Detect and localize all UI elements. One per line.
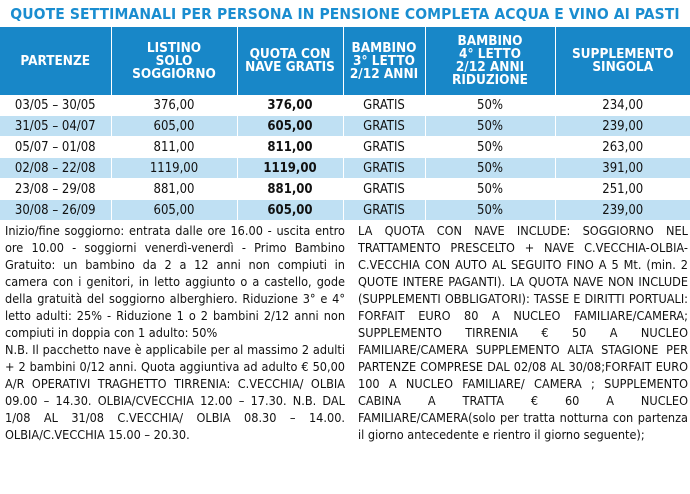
table-header-row [0,27,690,95]
cell-listino: 881,00 [111,179,237,200]
cell-partenze: 23/08 – 29/08 [0,179,111,200]
cell-bambino-3: GRATIS [343,179,425,200]
cell-partenze: 30/08 – 26/09 [0,200,111,221]
cell-singola: 239,00 [555,116,690,137]
cell-listino: 605,00 [111,200,237,221]
cell-quota-nave: 881,00 [237,179,343,200]
header-bambino-4-letto: BAMBINO 4° LETTO 2/12 ANNI RIDUZIONE [425,27,555,95]
price-table [0,27,690,221]
notes-quota-nave-include: LA QUOTA CON NAVE INCLUDE: SOGGIORNO NEL TRATTAMENTO PRESCELTO + NAVE C.VECCHIA-OLBIA- C.VECCHIA CON AUTO AL SEGUITO FINO A 5 Mt. (min. 2 QUOTE INTERE PAGANTI). LA QUOTA NAVE NON INCLUDE (SUPPLEMENTI OBBLIGATORI): TASSE E DIRITTI PORTUALI: FORFAIT EURO 80 A NUCLEO FAMILIARE/CAMERA; SUPPLEMENTO TIRRENIA € 50 A NUCLEO FAMILIARE/CAMERA SUPPLEMENTO ALTA STAGIONE PER PARTENZE COMPRESE DAL 02/08 AL 30/08;FORFAIT EURO 100 A NUCLEO FAMILIARE/ CAMERA ; SUPPLEMENTO CABINA A TRATTA € 60 A NUCLEO FAMILIARE/CAMERA(solo per tratta notturna con partenza il giorno antecedente e rientro il giorno seguente); [358,223,688,442]
cell-singola: 239,00 [555,200,690,221]
notes-pacchetto-nave: N.B. Il pacchetto nave è applicabile per al massimo 2 adulti + 2 bambini 0/12 anni. Quota aggiuntiva ad adulto € 50,00 A/R OPERATIVI TRAGHETTO TIRRENIA: C.VECCHIA/ OLBIA 09.00 – 14.30. OLBIA/CVECCHIA 12.00 – 17.30. N.B. DAL 1/08 AL 31/08 C.VECCHIA/ OLBIA 08.30 – 14.00. OLBIA/C.VECCHIA 15.00 – 20.30. [5,342,345,442]
cell-partenze: 31/05 – 04/07 [0,116,111,137]
notes-soggiorno: Inizio/fine soggiorno: entrata dalle ore 16.00 - uscita entro ore 10.00 - soggiorni venerdì-venerdì - Primo Bambino Gratuito: un bambino da 2 a 12 anni non compiuti in camera con i genitori, in letto aggiunto o a castello, gode della gratuità del soggiorno alberghiero. Riduzione 3° e 4° letto adulti: 25% - Riduzione 1 o 2 bambini 2/12 anni non compiuti in doppia con 1 adulto: 50% [5,223,345,340]
cell-bambino-4: 50% [425,200,555,221]
header-quota-nave: QUOTA CON NAVE GRATIS [237,27,343,95]
cell-listino: 1119,00 [111,158,237,179]
table-row [0,200,690,221]
notes-left-column [5,222,345,443]
cell-partenze: 02/08 – 22/08 [0,158,111,179]
cell-singola: 263,00 [555,137,690,158]
cell-bambino-3: GRATIS [343,137,425,158]
notes-right-column [358,222,688,443]
cell-bambino-4: 50% [425,95,555,116]
header-bambino-3-letto: BAMBINO 3° LETTO 2/12 ANNI [343,27,425,95]
page-title: QUOTE SETTIMANALI PER PERSONA IN PENSIONE COMPLETA ACQUA E VINO AI PASTI [10,4,680,23]
cell-quota-nave: 605,00 [237,116,343,137]
cell-listino: 376,00 [111,95,237,116]
cell-listino: 811,00 [111,137,237,158]
cell-singola: 234,00 [555,95,690,116]
cell-quota-nave: 605,00 [237,200,343,221]
cell-listino: 605,00 [111,116,237,137]
header-partenze: PARTENZE [0,27,111,95]
cell-bambino-4: 50% [425,158,555,179]
table-row [0,179,690,200]
cell-bambino-4: 50% [425,137,555,158]
cell-singola: 251,00 [555,179,690,200]
cell-singola: 391,00 [555,158,690,179]
table-row [0,116,690,137]
cell-partenze: 05/07 – 01/08 [0,137,111,158]
cell-partenze: 03/05 – 30/05 [0,95,111,116]
cell-bambino-3: GRATIS [343,95,425,116]
cell-bambino-3: GRATIS [343,200,425,221]
cell-bambino-4: 50% [425,116,555,137]
cell-quota-nave: 376,00 [237,95,343,116]
cell-quota-nave: 811,00 [237,137,343,158]
table-row [0,158,690,179]
header-listino: LISTINO SOLO SOGGIORNO [111,27,237,95]
cell-quota-nave: 1119,00 [237,158,343,179]
cell-bambino-3: GRATIS [343,116,425,137]
cell-bambino-3: GRATIS [343,158,425,179]
table-row [0,137,690,158]
header-supplemento-singola: SUPPLEMENTO SINGOLA [555,27,690,95]
cell-bambino-4: 50% [425,179,555,200]
table-row [0,95,690,116]
